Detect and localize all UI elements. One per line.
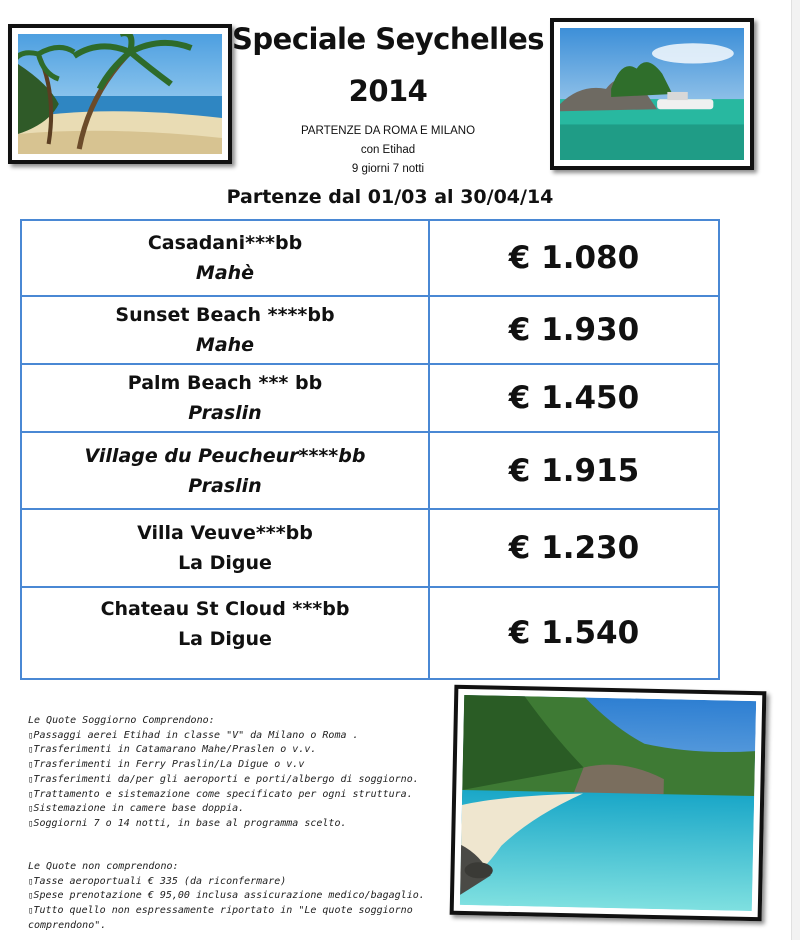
- list-item: ▯ Trasferimenti da/per gli aeroporti e porti/albergo di soggiorno.: [28, 773, 448, 788]
- hotel-name: Palm Beach *** bb: [127, 372, 323, 394]
- price-table: [20, 219, 720, 680]
- table-row: [21, 364, 719, 432]
- list-item: ▯ Sistemazione in camere base doppia.: [28, 802, 448, 817]
- hotel-location: La Digue: [178, 628, 272, 650]
- scrollbar[interactable]: [791, 0, 800, 940]
- price-value: € 1.540: [429, 587, 719, 679]
- price-value: € 1.450: [429, 364, 719, 432]
- beach-palm-photo: [8, 24, 232, 164]
- included-heading: Le Quote Soggiorno Comprendono:: [28, 715, 215, 726]
- hotel-location: Mahè: [195, 262, 255, 284]
- price-value: € 1.080: [429, 220, 719, 296]
- list-item: ▯ Tasse aeroportuali € 335 (da riconfermare): [28, 875, 448, 890]
- table-row: [21, 220, 719, 296]
- airline-text: con Etihad: [360, 144, 416, 156]
- table-row: [21, 432, 719, 509]
- excluded-section: [28, 860, 448, 934]
- list-item: ▯ Passaggi aerei Etihad in classe "V" da Milano o Roma .: [28, 729, 448, 744]
- hotel-name: Chateau St Cloud ***bb: [100, 598, 350, 620]
- hotel-location: Praslin: [188, 474, 262, 497]
- list-item: ▯ Trattamento e sistemazione come specificato per ogni struttura.: [28, 788, 448, 803]
- hotel-name: Sunset Beach ****bb: [115, 304, 335, 326]
- hotel-name: Village du Peucheur****bb: [84, 444, 366, 467]
- hotel-location: La Digue: [178, 552, 272, 574]
- tropical-cove-photo: [450, 685, 767, 921]
- departures-text: PARTENZE DA ROMA E MILANO: [300, 125, 476, 137]
- hotel-cell: [21, 432, 429, 509]
- list-item: ▯ Trasferimenti in Catamarano Mahe/Praslen o v.v.: [28, 743, 448, 758]
- departure-dates: Partenze dal 01/03 al 30/04/14: [226, 186, 554, 208]
- duration-text: 9 giorni 7 notti: [351, 163, 425, 175]
- page-title: Speciale Seychelles: [232, 22, 544, 56]
- list-item: ▯ Spese prenotazione € 95,00 inclusa assicurazione medico/bagaglio.: [28, 889, 448, 904]
- price-value: € 1.230: [429, 509, 719, 587]
- list-item: ▯ Soggiorni 7 o 14 notti, in base al programma scelto.: [28, 817, 448, 832]
- included-section: [28, 714, 448, 832]
- table-row: [21, 587, 719, 679]
- hotel-name: Villa Veuve***bb: [137, 522, 313, 544]
- page-title-year: 2014: [348, 74, 428, 108]
- hotel-cell: [21, 296, 429, 364]
- hotel-cell: [21, 220, 429, 296]
- price-value: € 1.930: [429, 296, 719, 364]
- table-row: [21, 509, 719, 587]
- island-boat-photo: [550, 18, 754, 170]
- list-item: ▯ Trasferimenti in Ferry Praslin/La Digue o v.v: [28, 758, 448, 773]
- hotel-cell: [21, 509, 429, 587]
- hotel-location: Mahe: [195, 334, 255, 356]
- price-value: € 1.915: [429, 432, 719, 509]
- excluded-heading: Le Quote non comprendono:: [28, 861, 179, 872]
- table-row: [21, 296, 719, 364]
- hotel-cell: [21, 587, 429, 679]
- list-item: ▯ Tutto quello non espressamente riportato in "Le quote soggiorno comprendono".: [28, 904, 448, 933]
- hotel-cell: [21, 364, 429, 432]
- hotel-name: Casadani***bb: [147, 232, 303, 254]
- hotel-location: Praslin: [188, 402, 262, 424]
